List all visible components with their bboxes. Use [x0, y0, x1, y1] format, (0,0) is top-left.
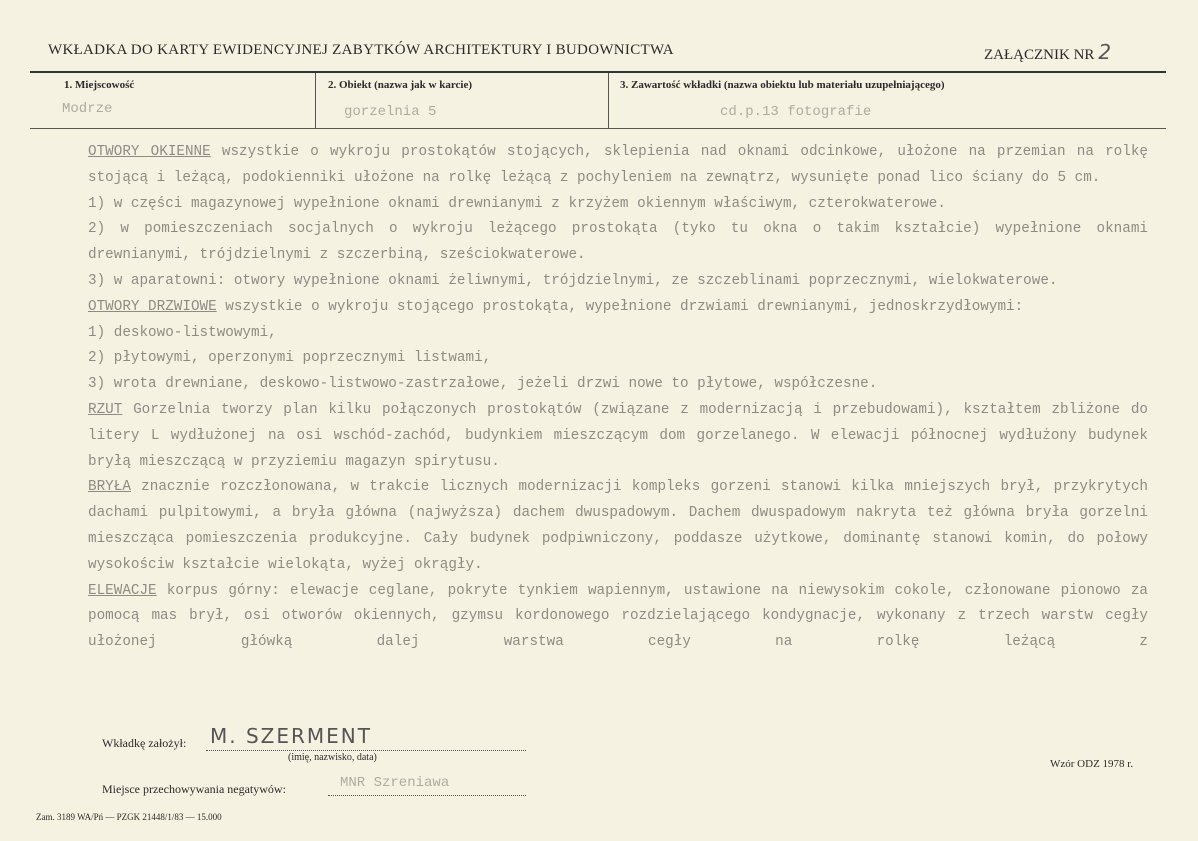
heading-windows: OTWORY OKIENNE [88, 144, 211, 160]
locality-value: Modrze [62, 101, 113, 117]
object-label: 2. Obiekt (nazwa jak w karcie) [328, 79, 473, 91]
text-mass: znacznie rozczłonowana, w trakcie licznych modernizacji kompleks gorzeni stanowi kilka mniejszych brył, przykrytych dachami pulpitowymi, a bryła główna (najwyższa) dachem dwuspadowym. Dachem dwuspadowym nakryta też główna bryła gorzelni mieszcząca pomieszczenia produkcyjne. Cały budynek podpiwniczony, poddasze użytkowe, dominantę stanowi komin, do połowy wysokościw kształcie wielokąta, wyżej okrągły. [88, 479, 1148, 573]
header-rule [30, 71, 1166, 73]
contents-label: 3. Zawartość wkładki (nazwa obiektu lub materiału uzupełniającego) [620, 79, 945, 91]
heading-doors: OTWORY DRZWIOWE [88, 298, 217, 315]
attachment-number [984, 40, 1111, 64]
paragraph-mass [88, 475, 1148, 578]
founder-hint: (imię, nazwisko, data) [288, 752, 377, 763]
paragraph-windows [88, 140, 1148, 192]
field-divider-2 [608, 73, 609, 128]
contents-value: cd.p.13 fotografie [720, 104, 872, 120]
object-value: gorzelnia 5 [344, 104, 437, 120]
form-title: WKŁADKA DO KARTY EWIDENCYJNEJ ZABYTKÓW ARCHITEKTURY I BUDOWNICTWA [48, 42, 674, 58]
template-note: Wzór ODZ 1978 r. [1050, 758, 1134, 770]
storage-line [328, 795, 526, 796]
text-plan: Gorzelnia tworzy plan kilku połączonych prostokątów (związane z modernizacją i przebudowami), kształtem zbliżone do litery L wydłużonej na osi wschód-zachód, budynkiem mieszczącym dom gorzelanego. W elewacji północnej wydłużony budynek bryłą mieszczącą w przyziemiu magazyn spirytusu. [88, 401, 1148, 470]
paragraph-windows-2: 2) w pomieszczeniach socjalnych o wykroju leżącego prostokąta (tyko tu okna o takim kształcie) wypełnione oknami drewnianymi, trójdzielnymi z szczerbiną, sześciokwaterowe. [88, 221, 1148, 264]
paragraph-doors [88, 295, 1148, 321]
heading-mass: BRYŁA [88, 479, 131, 496]
description-body [88, 140, 1148, 656]
paragraph-plan [88, 398, 1148, 475]
attachment-number-value: 2 [1098, 40, 1112, 64]
attachment-label: ZAŁĄCZNIK NR [984, 47, 1095, 63]
paragraph-windows-1: 1) w części magazynowej wypełnione oknami drewnianymi z krzyżem okiennym właściwym, czterokwaterowe. [88, 195, 946, 212]
text-elevations: korpus górny: elewacje ceglane, pokryte tynkiem wapiennym, ustawione na niewysokim cokole, członowane pionowo za pomocą mas brył, osi otworów okiennych, gzymsu kordonowego rozdzielającego kondygnacje, wykonany z trzech warstw cegły ułożonej główką dalej warstwa cegły na rolkę leżącą z [88, 582, 1148, 651]
print-info: Zam. 3189 WA/Pń — PZGK 21448/1/83 — 15.000 [36, 812, 222, 822]
field-divider-1 [315, 73, 316, 128]
storage-value: MNR Szreniawa [340, 775, 450, 791]
paragraph-windows-3: 3) w aparatowni: otwory wypełnione oknami żeliwnymi, trójdzielnymi, ze szczeblinami poprzecznymi, wielokwaterowe. [88, 272, 1058, 289]
storage-label: Miejsce przechowywania negatywów: [102, 782, 286, 796]
founder-label: Wkładkę założył: [102, 736, 187, 750]
founder-signature: M. SZERMENT [210, 724, 372, 748]
paragraph-doors-2: 2) płytowymi, operzonymi poprzecznymi listwami, [88, 350, 492, 367]
locality-label: 1. Miejscowość [64, 79, 135, 91]
text-doors: wszystkie o wykroju stojącego prostokąta, wypełnione drzwiami drewnianymi, jednoskrzydłowymi: [216, 298, 1024, 315]
heading-elevations: ELEWACJE [88, 582, 157, 599]
founder-line [206, 750, 526, 751]
fields-rule [30, 128, 1166, 129]
paragraph-elevations [88, 579, 1148, 656]
paragraph-doors-1: 1) deskowo-listwowymi, [88, 324, 277, 341]
heading-plan: RZUT [88, 401, 123, 418]
text-windows: wszystkie o wykroju prostokątów stojących, sklepienia nad oknami odcinkowe, ułożone na przemian na rolkę stojącą i leżącą, podokienniki ułożone na rolkę leżącą z pochyleniem na zewnątrz, wysunięte ponad lico ściany do 5 cm. [88, 144, 1148, 186]
paragraph-doors-3: 3) wrota drewniane, deskowo-listwowo-zastrzałowe, jeżeli drzwi nowe to płytowe, współczesne. [88, 376, 878, 393]
